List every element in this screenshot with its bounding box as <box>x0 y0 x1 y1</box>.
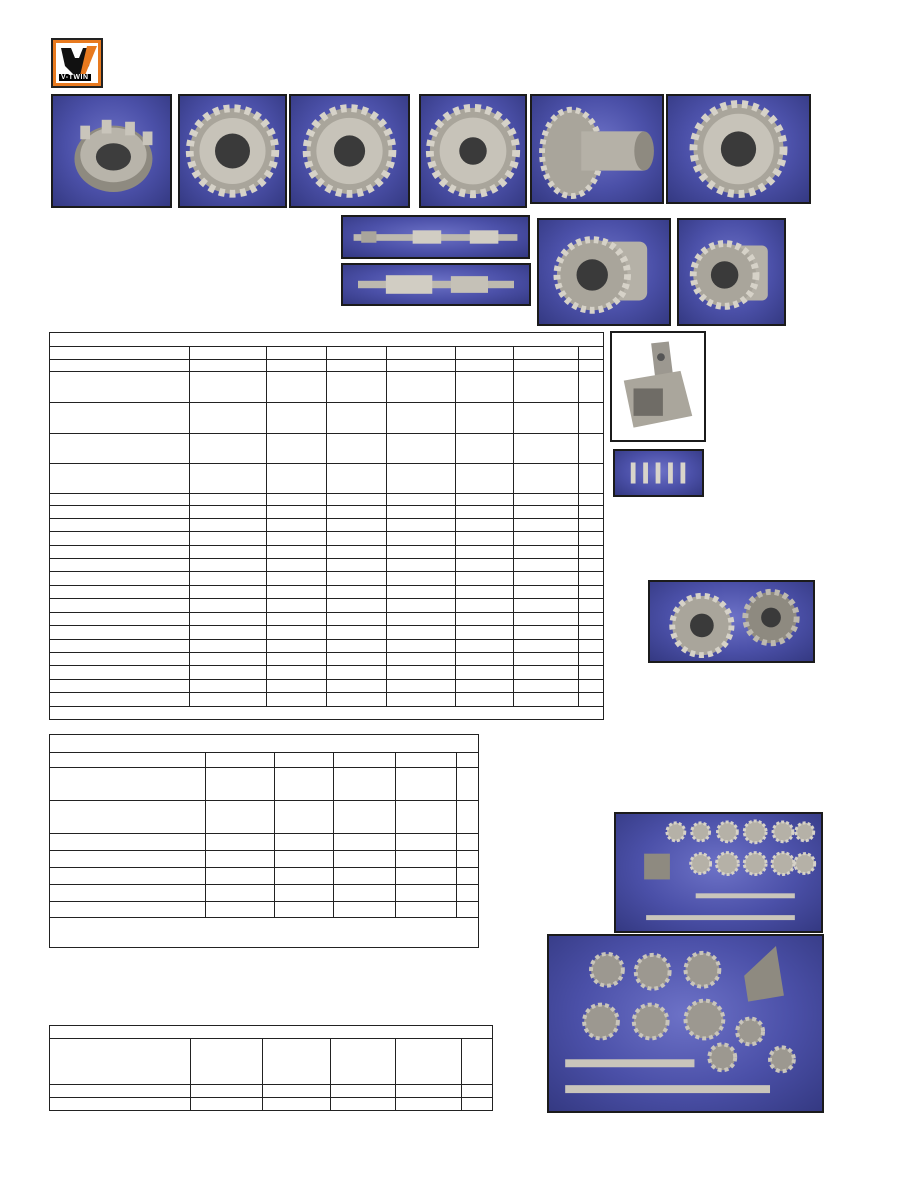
photo-gear-4 <box>419 94 527 208</box>
gear-with-shaft-icon <box>532 96 662 202</box>
photo-housing <box>610 331 706 442</box>
countershaft-icon <box>343 265 529 304</box>
photo-pins <box>613 449 704 497</box>
photo-gear-pair <box>648 580 815 663</box>
photo-gear-8 <box>677 218 786 326</box>
photo-gear-2 <box>178 94 287 208</box>
photo-gear-3 <box>289 94 410 208</box>
gear-set-icon <box>616 814 821 931</box>
gear-pair-icon <box>650 582 813 661</box>
transmission-case-icon <box>612 333 704 440</box>
cluster-gear-icon <box>679 220 784 324</box>
dog-ring-gear-icon <box>53 96 170 206</box>
parts-table-1 <box>49 332 604 720</box>
spur-gear-icon <box>421 96 525 206</box>
parts-table-2 <box>49 734 479 948</box>
logo-text: V-TWIN <box>61 74 89 81</box>
photo-gear-set-2 <box>547 934 824 1113</box>
photo-gear-5 <box>530 94 664 204</box>
spur-gear-icon <box>668 96 809 202</box>
cluster-gear-icon <box>539 220 669 324</box>
brand-logo <box>51 38 103 88</box>
photo-gear-1 <box>51 94 172 208</box>
mainshaft-icon <box>343 217 528 257</box>
photo-gear-set-1 <box>614 812 823 933</box>
dowel-pins-icon <box>615 451 702 495</box>
parts-table-3 <box>49 1025 493 1111</box>
photo-gear-7 <box>537 218 671 326</box>
spur-gear-icon <box>291 96 408 206</box>
photo-shaft-1 <box>341 215 530 259</box>
photo-shaft-2 <box>341 263 531 306</box>
gear-set-icon <box>549 936 822 1111</box>
spur-gear-icon <box>180 96 285 206</box>
photo-gear-6 <box>666 94 811 204</box>
